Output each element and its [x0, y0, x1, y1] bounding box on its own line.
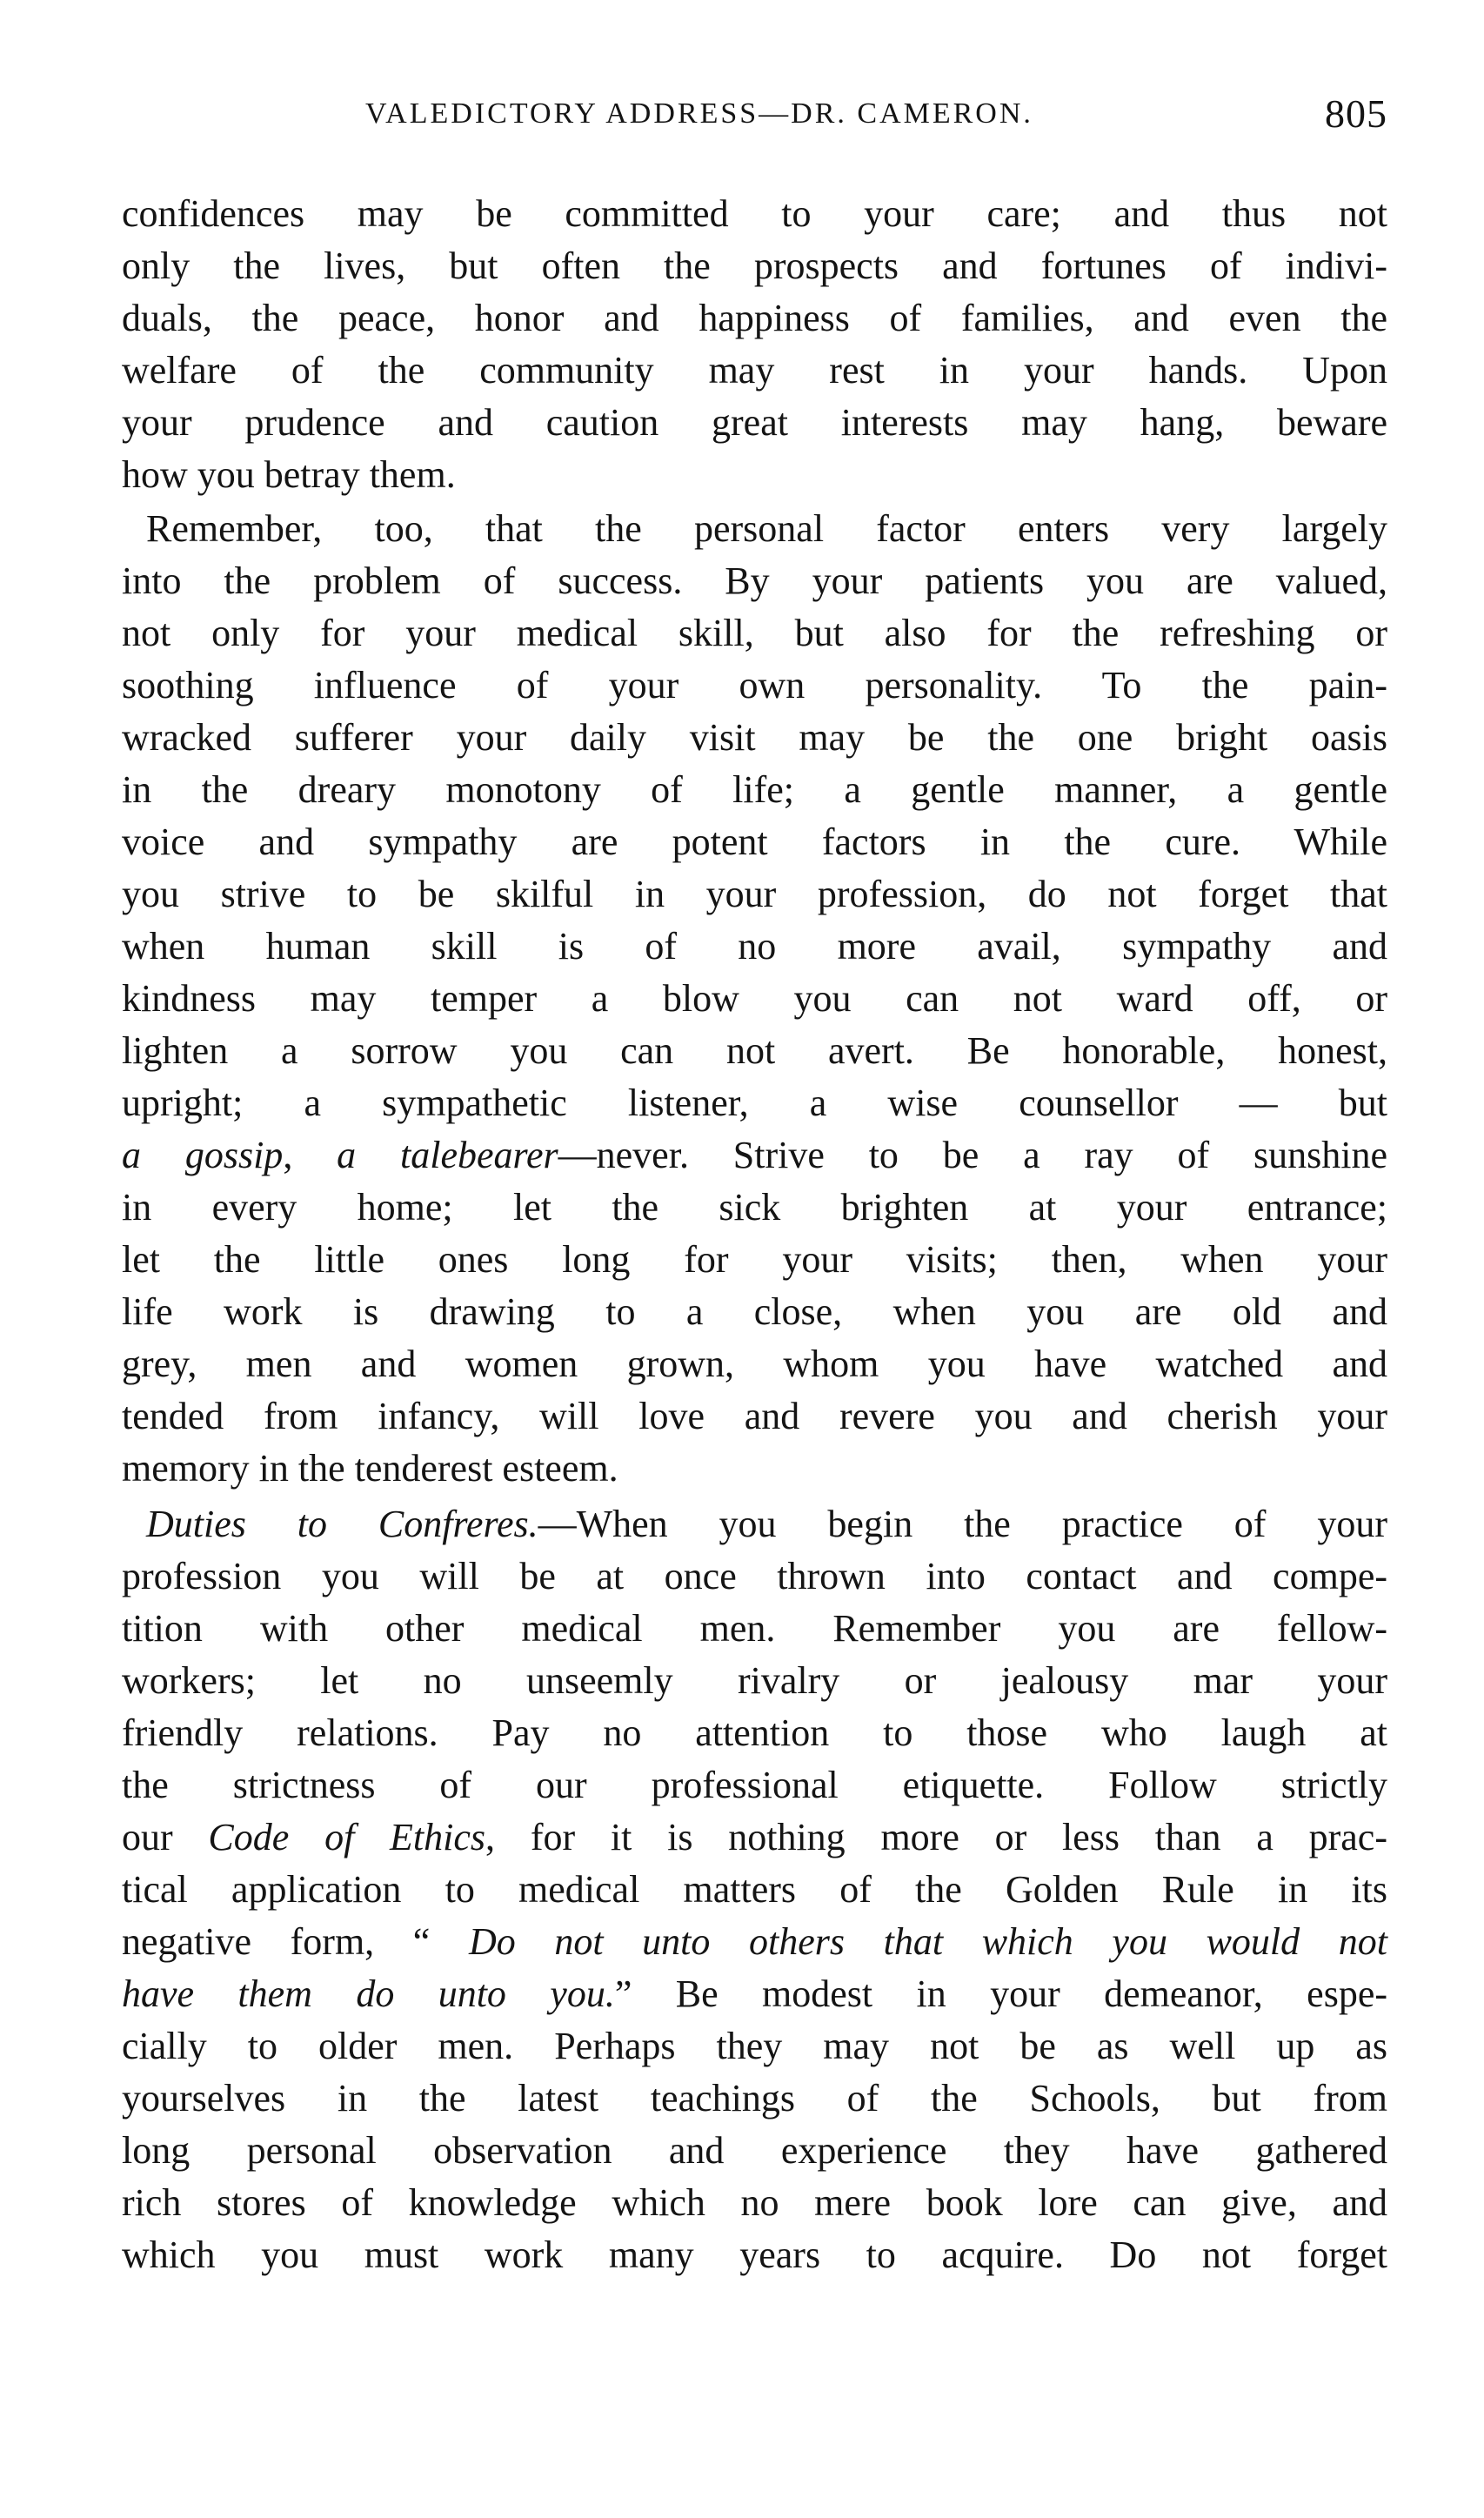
text-line: life work is drawing to a close, when you are old and — [122, 1290, 1387, 1333]
text-line: memory in the tenderest esteem. — [122, 1447, 618, 1490]
page-header — [122, 91, 1387, 150]
text-line: lighten a sorrow you can not avert. Be honorable, honest, — [122, 1029, 1387, 1072]
text-line: the strictness of our professional etiquette. Follow strictly — [122, 1764, 1387, 1806]
text-line: kindness may temper a blow you can not ward off, or — [122, 977, 1387, 1020]
page-number: 805 — [1325, 91, 1387, 136]
text-line: how you betray them. — [122, 453, 456, 496]
text-line: profession you will be at once thrown into contact and compe- — [122, 1555, 1387, 1597]
text-line: wracked sufferer your daily visit may be the one bright oasis — [122, 716, 1387, 759]
text-line: in the dreary monotony of life; a gentle manner, a gentle — [122, 768, 1387, 811]
text-line: into the problem of success. By your patients you are valued, — [122, 559, 1387, 602]
text-line: voice and sympathy are potent factors in the cure. While — [122, 820, 1387, 863]
text-line-with-italics: our Code of Ethics, for it is nothing more or less than a prac- — [122, 1816, 1387, 1858]
text-line: not only for your medical skill, but also for the refreshing or — [122, 612, 1387, 654]
text-line: tended from infancy, will love and revere you and cherish your — [122, 1395, 1387, 1437]
text-line: welfare of the community may rest in your hands. Upon — [122, 349, 1387, 392]
section-heading-line: Duties to Confreres.—When you begin the practice of your — [146, 1503, 1387, 1545]
paragraph-start-line: Remember, too, that the personal factor enters very largely — [146, 507, 1387, 550]
text-line: long personal observation and experience they have gathered — [122, 2129, 1387, 2172]
text-line: your prudence and caution great interests may hang, beware — [122, 401, 1387, 444]
text-line-with-italics: a gossip, a talebearer—never. Strive to be a ray of sunshine — [122, 1134, 1387, 1176]
text-line: yourselves in the latest teachings of the Schools, but from — [122, 2077, 1387, 2120]
text-line: when human skill is of no more avail, sympathy and — [122, 925, 1387, 968]
text-line: duals, the peace, honor and happiness of families, and even the — [122, 297, 1387, 339]
text-line: rich stores of knowledge which no mere book lore can give, and — [122, 2181, 1387, 2224]
text-line: workers; let no unseemly rivalry or jealousy mar your — [122, 1659, 1387, 1702]
text-line: grey, men and women grown, whom you have watched and — [122, 1343, 1387, 1385]
running-head: VALEDICTORY ADDRESS—DR. CAMERON. — [365, 97, 1033, 130]
text-line-with-italics: have them do unto you.” Be modest in your demeanor, espe- — [122, 1972, 1388, 2015]
text-line: cially to older men. Perhaps they may not be as well up as — [122, 2025, 1387, 2067]
text-line: tical application to medical matters of the Golden Rule in its — [122, 1868, 1387, 1911]
text-line: in every home; let the sick brighten at your entrance; — [122, 1186, 1387, 1229]
text-line: which you must work many years to acquire. Do not forget — [122, 2233, 1387, 2276]
section-heading: Duties to Confreres. — [146, 1503, 538, 1545]
text-line: soothing influence of your own personality. To the pain- — [122, 664, 1387, 707]
text-line: confidences may be committed to your care; and thus not — [122, 192, 1387, 235]
text-line: you strive to be skilful in your profession, do not forget that — [122, 873, 1387, 915]
text-line-with-italics: negative form, “ Do not unto others that which you would not — [122, 1920, 1387, 1963]
text-line: friendly relations. Pay no attention to those who laugh at — [122, 1711, 1387, 1754]
text-line: upright; a sympathetic listener, a wise counsellor — but — [122, 1082, 1387, 1124]
text-line: only the lives, but often the prospects and fortunes of indivi- — [122, 244, 1387, 287]
text-line: let the little ones long for your visits; then, when your — [122, 1238, 1387, 1281]
text-line: tition with other medical men. Remember you are fellow- — [122, 1607, 1387, 1650]
